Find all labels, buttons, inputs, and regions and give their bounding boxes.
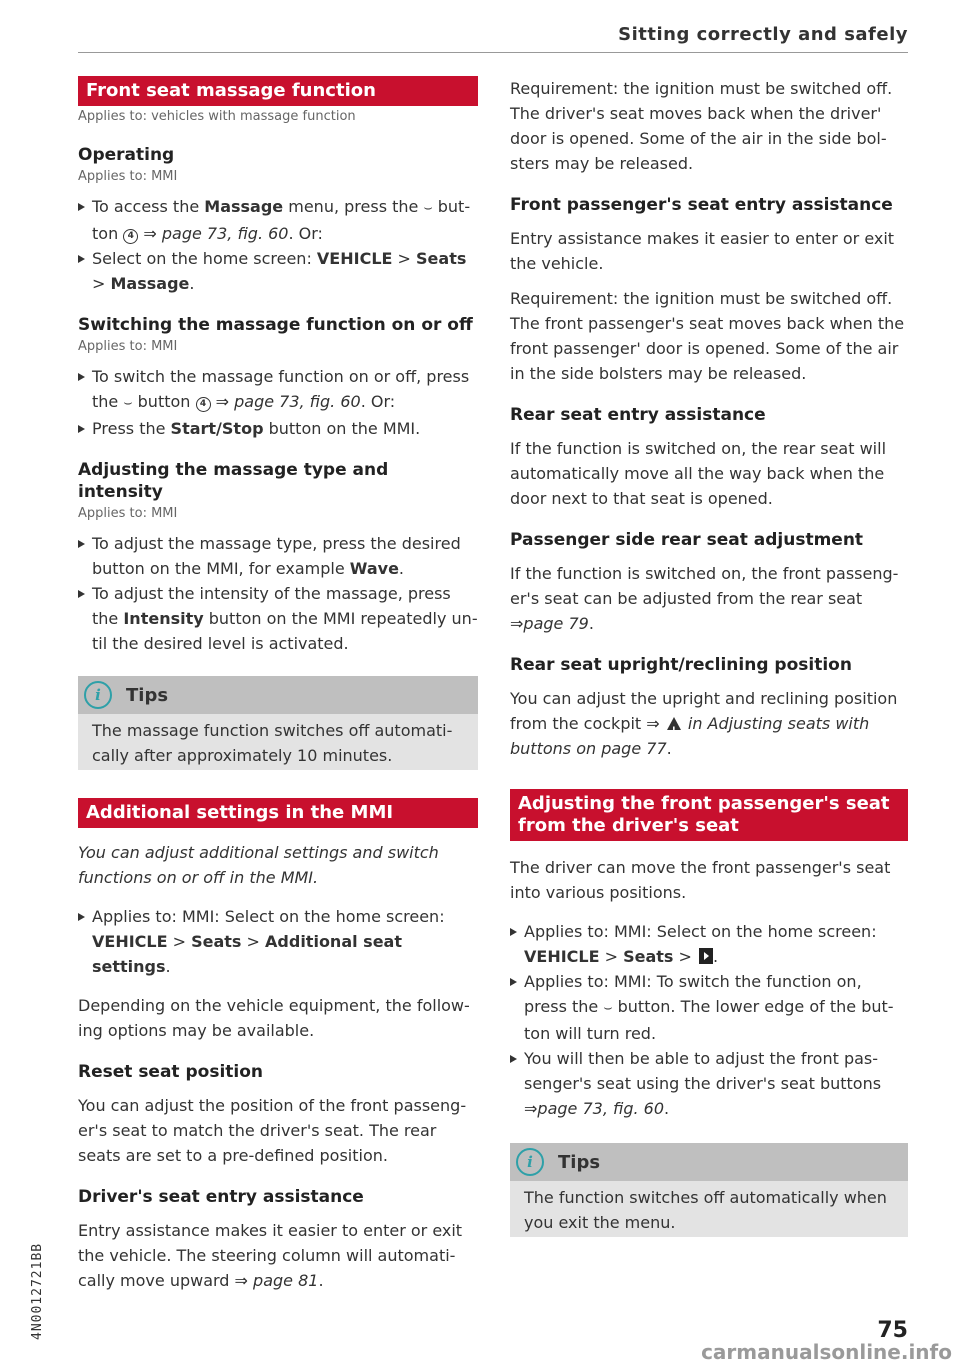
driver-entry-heading: Driver's seat entry assistance — [78, 1187, 364, 1207]
menu-arrow-icon — [699, 948, 713, 964]
operating-bullet-1: To access the Massage menu, press the ⌣ but- ton 4 ⇒ page 73, fig. 60. Or: — [78, 194, 478, 246]
switching-bullet-1: To switch the massage function on or off, press the ⌣ button 4 ⇒ page 73, fig. 60. Or: — [78, 364, 478, 416]
massage-applies: Applies to: vehicles with massage function — [78, 109, 356, 124]
reset-heading: Reset seat position — [78, 1062, 264, 1082]
upright-heading: Rear seat upright/reclining position — [510, 655, 852, 675]
adjust-passenger-banner: Adjusting the front passenger's seat from the driver's seat — [510, 789, 908, 841]
page-reference-link[interactable]: page 73, fig. 60 — [229, 392, 361, 411]
adjusting-applies: Applies to: MMI — [78, 506, 178, 521]
reset-text: You can adjust the position of the front passeng-er's seat to match the driver's seat. The rear seats are set to a pre-defined position. — [78, 1096, 467, 1165]
switching-applies: Applies to: MMI — [78, 339, 178, 354]
page-reference-link[interactable]: page 79 — [523, 614, 589, 633]
rear-entry-heading: Rear seat entry assistance — [510, 405, 766, 425]
adjusting-bullet-1: To adjust the massage type, press the desired button on the MMI, for example Wave. — [78, 531, 478, 581]
driver-requirement-text: Requirement: the ignition must be switched off. The driver's seat moves back when the driver' door is opened. Some of the air in the side bol-sters may be released. — [510, 79, 893, 173]
tips-box-1 — [78, 676, 478, 770]
adjust-bullet-1: Applies to: MMI: Select on the home screen: VEHICLE > Seats > . — [510, 919, 908, 969]
adjust-bullet-3: You will then be able to adjust the front pas-senger's seat using the driver's seat buttons ⇒page 73, fig. 60. — [510, 1046, 908, 1121]
additional-options-text: Depending on the vehicle equipment, the follow-ing options may be available. — [78, 996, 470, 1040]
driver-entry-text: Entry assistance makes it easier to enter or exit the vehicle. The steering column will automati-cally move upward ⇒ page 81. — [78, 1221, 463, 1290]
page-number: 75 — [877, 1318, 908, 1343]
switching-bullet-2: Press the Start/Stop button on the MMI. — [78, 416, 478, 441]
massage-seat-icon: ⌣ — [123, 395, 133, 411]
page-reference-link[interactable]: page 73, fig. 60 — [156, 224, 289, 243]
additional-bullet: Applies to: MMI: Select on the home screen: VEHICLE > Seats > Additional seat settings. — [78, 904, 478, 979]
document-code: 4N0012721BB — [30, 1242, 45, 1340]
button-number-icon: 4 — [123, 229, 138, 244]
rear-entry-text: If the function is switched on, the rear seat will automatically move all the way back when the door next to that seat is opened. — [510, 439, 887, 508]
warning-triangle-icon — [667, 717, 681, 730]
button-number-icon: 4 — [196, 397, 211, 412]
switching-heading: Switching the massage function on or off — [78, 315, 473, 335]
info-icon: i — [516, 1148, 544, 1176]
header-title: Sitting correctly and safely — [618, 24, 908, 45]
passenger-entry-text: Entry assistance makes it easier to enter or exit the vehicle. — [510, 229, 895, 273]
adjust-intro: The driver can move the front passenger's seat into various positions. — [510, 858, 891, 902]
operating-heading: Operating — [78, 145, 175, 165]
passenger-requirement-text: Requirement: the ignition must be switched off. The front passenger's seat moves back when the front passenger' door is opened. Some of the air in the side bolsters may be released. — [510, 289, 905, 383]
massage-seat-icon: ⌣ — [423, 200, 433, 216]
upright-text: You can adjust the upright and reclining position from the cockpit ⇒ ! in Adjusting seats with buttons on page 77. — [510, 686, 908, 761]
additional-banner: Additional settings in the MMI — [78, 798, 478, 828]
additional-intro: You can adjust additional settings and switch functions on or off in the MMI. — [78, 843, 439, 887]
left-column — [78, 76, 478, 1293]
passenger-rear-text: If the function is switched on, the front passeng-er's seat can be adjusted from the rear seat ⇒page 79. — [510, 564, 899, 633]
page-reference-link[interactable]: page 73, fig. 60 — [537, 1099, 665, 1118]
adjust-bullet-2: Applies to: MMI: To switch the function on, press the ⌣ button. The lower edge of the but-ton will turn red. — [510, 969, 908, 1046]
adjusting-bullet-2: To adjust the intensity of the massage, press the Intensity button on the MMI repeatedly un-til the desired level is activated. — [78, 581, 478, 656]
adjusting-heading: Adjusting the massage type and intensity — [78, 460, 389, 502]
massage-seat-icon: ⌣ — [603, 1000, 613, 1016]
page-reference-link[interactable]: in Adjusting seats with buttons on page 77 — [510, 714, 870, 758]
header-rule — [78, 52, 908, 53]
operating-applies: Applies to: MMI — [78, 169, 178, 184]
watermark: carmanualsonline.info — [701, 1340, 952, 1364]
passenger-entry-heading: Front passenger's seat entry assistance — [510, 195, 893, 215]
tips-box-2 — [510, 1143, 908, 1237]
right-column — [510, 76, 908, 1237]
operating-bullet-2: Select on the home screen: VEHICLE > Seats > Massage. — [78, 246, 478, 296]
massage-banner: Front seat massage function — [78, 76, 478, 106]
tips-header: i Tips — [78, 676, 478, 714]
page-reference-link[interactable]: page 81 — [247, 1271, 319, 1290]
info-icon: i — [84, 681, 112, 709]
tips-text: The massage function switches off automati-cally after approximately 10 minutes. — [92, 721, 453, 765]
passenger-rear-heading: Passenger side rear seat adjustment — [510, 530, 864, 550]
tips-text: The function switches off automatically when you exit the menu. — [524, 1188, 887, 1232]
tips-header: i Tips — [510, 1143, 908, 1181]
